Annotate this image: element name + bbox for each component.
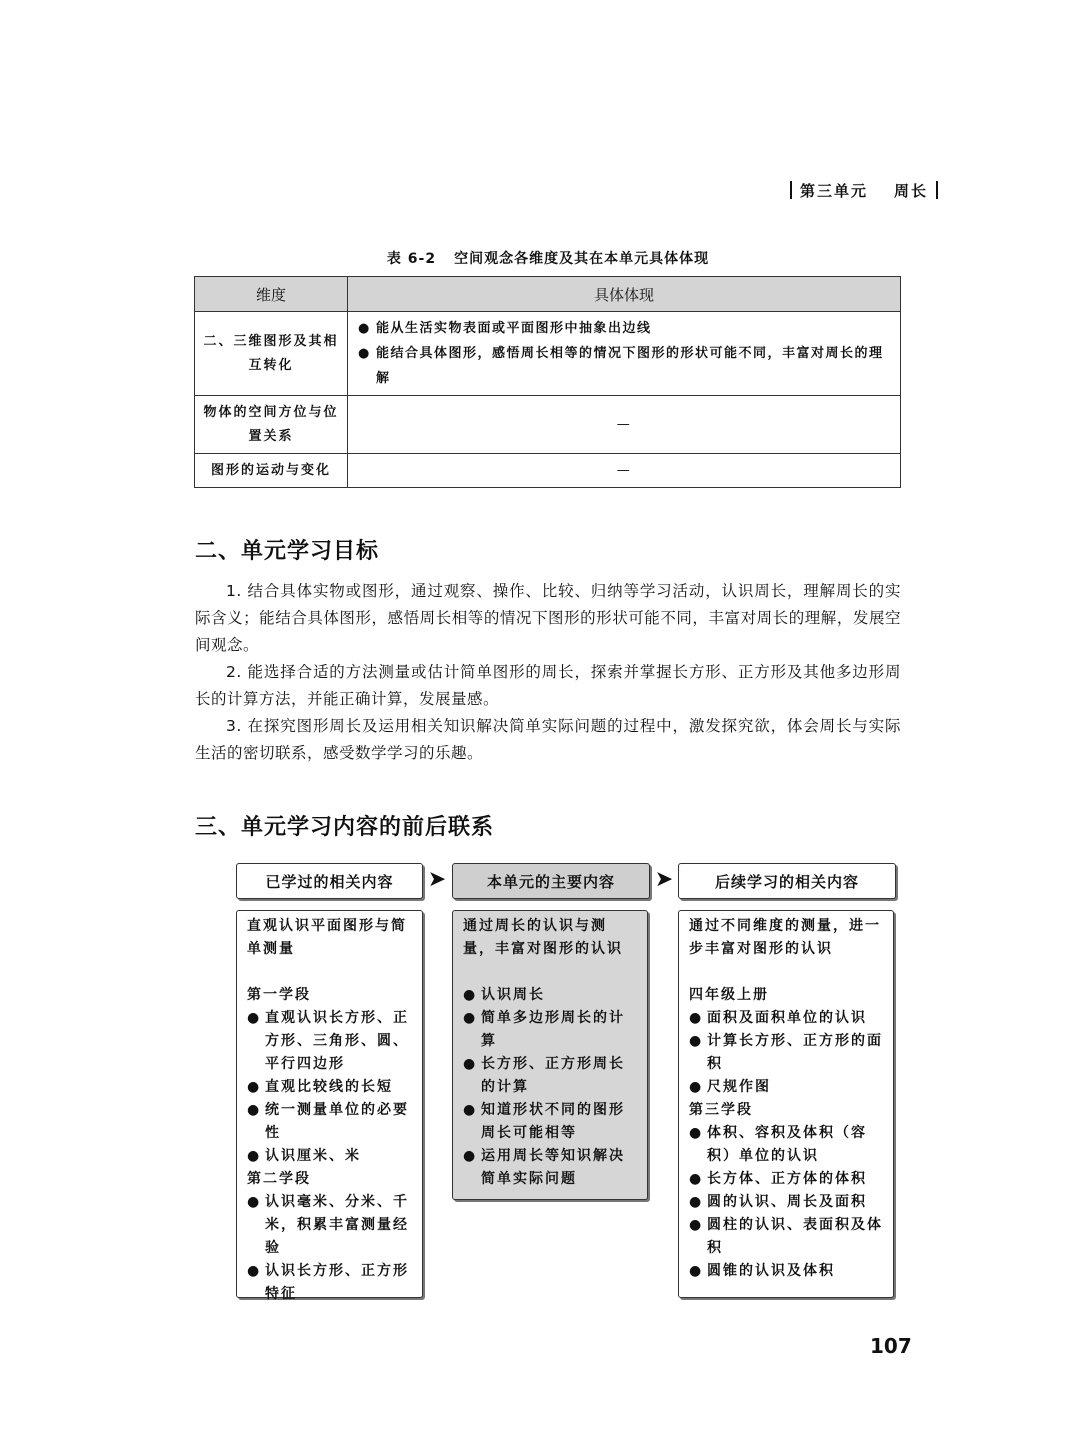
list-item [689, 1007, 883, 1030]
list-item [463, 1053, 637, 1099]
table-caption [195, 248, 901, 268]
stage-label: 四年级上册 [689, 987, 769, 1003]
bullet-icon: ● [689, 1010, 704, 1026]
list-item [689, 1030, 883, 1076]
bullet-icon: ● [247, 1102, 262, 1118]
table-cell-dimension: 物体的空间方位与位置关系 [195, 396, 348, 454]
list-item [247, 1076, 412, 1099]
objective-paragraph: 1. 结合具体实物或图形，通过观察、操作、比较、归纳等学习活动，认识周长，理解周长的实际含义；能结合具体图形，感悟周长相等的情况下图形的形状可能不同，丰富对周长的理解，发展空间观念。 [195, 582, 901, 654]
bullet-icon: ● [689, 1194, 704, 1210]
list-item [247, 1099, 412, 1145]
list-item [689, 1076, 883, 1099]
page-number: 107 [870, 1334, 912, 1358]
item-text: 体积、容积及体积（容积）单位的认识 [707, 1125, 867, 1164]
list-item [689, 1214, 883, 1260]
table-cell-manifestation: — [348, 454, 901, 488]
bullet-icon: ● [689, 1079, 704, 1095]
list-item [463, 1145, 637, 1191]
arrow-right-icon: ➤ [427, 867, 447, 892]
table-header-manifestation: 具体体现 [348, 277, 901, 312]
bullet-icon: ● [689, 1033, 704, 1049]
table-cell-manifestation [348, 312, 901, 396]
box-intro: 通过周长的认识与测量，丰富对图形的认识 [463, 918, 623, 957]
running-header-topic: 周长 [894, 181, 929, 200]
item-text: 简单多边形周长的计算 [481, 1010, 625, 1049]
box-intro: 通过不同维度的测量，进一步丰富对图形的认识 [689, 918, 881, 957]
table-row [195, 396, 901, 454]
bullet-icon: ● [247, 1079, 262, 1095]
bullet-icon: ● [247, 1194, 262, 1210]
list-item [247, 1260, 412, 1306]
item-text: 面积及面积单位的认识 [707, 1010, 867, 1026]
item-text: 长方体、正方体的体积 [707, 1171, 867, 1187]
bullet-icon: ● [247, 1148, 262, 1164]
list-item [689, 1191, 883, 1214]
bullet-icon: ● [689, 1171, 704, 1187]
flow-header-current: 本单元的主要内容 [452, 863, 650, 899]
item-text: 统一测量单位的必要性 [265, 1102, 409, 1141]
bullet-icon: ● [463, 1010, 478, 1026]
table-row [195, 312, 901, 396]
next-content-box [678, 910, 894, 1298]
table-cell-dimension: 二、三维图形及其相互转化 [195, 312, 348, 396]
list-item [358, 341, 890, 391]
stage-label: 第三学段 [689, 1102, 753, 1118]
list-item [463, 984, 637, 1007]
running-header-unit: 第三单元 [800, 181, 869, 200]
bullet-icon: ● [247, 1263, 262, 1279]
section-heading: 三、单元学习内容的前后联系 [195, 815, 495, 840]
list-item [463, 1099, 637, 1145]
objective-paragraph: 2. 能选择合适的方法测量或估计简单图形的周长，探索并掌握长方形、正方形及其他多边形周长的计算方法，并能正确计算，发展量感。 [195, 663, 901, 708]
bullet-icon: ● [689, 1125, 704, 1141]
list-item [247, 1191, 412, 1260]
header-divider-right [936, 181, 938, 199]
table-cell-dimension: 图形的运动与变化 [195, 454, 348, 488]
stage-label: 第一学段 [247, 987, 311, 1003]
bullet-icon: ● [463, 987, 478, 1003]
item-text: 圆柱的认识、表面积及体积 [707, 1217, 883, 1256]
running-header [790, 178, 950, 202]
item-text: 圆的认识、周长及面积 [707, 1194, 867, 1210]
list-item [247, 1007, 412, 1076]
list-item [463, 1007, 637, 1053]
bullet-icon: ● [247, 1010, 262, 1026]
item-text: 能结合具体图形，感悟周长相等的情况下图形的形状可能不同，丰富对周长的理解 [376, 346, 884, 386]
item-text: 知道形状不同的图形周长可能相等 [481, 1102, 625, 1141]
objective-paragraph: 3. 在探究图形周长及运用相关知识解决简单实际问题的过程中，激发探究欲，体会周长与实际生活的密切联系，感受数学学习的乐趣。 [195, 717, 901, 762]
item-text: 直观比较线的长短 [265, 1079, 393, 1095]
list-item [689, 1260, 883, 1283]
table-header-row [195, 277, 901, 312]
table-header-dimension: 维度 [195, 277, 348, 312]
table-caption-text: 空间观念各维度及其在本单元具体体现 [454, 251, 710, 267]
bullet-icon: ● [463, 1102, 478, 1118]
item-text: 尺规作图 [707, 1079, 771, 1095]
item-text: 计算长方形、正方形的面积 [707, 1033, 883, 1072]
item-text: 认识毫米、分米、千米，积累丰富测量经验 [265, 1194, 409, 1256]
bullet-icon: ● [463, 1148, 478, 1164]
bullet-icon: ● [689, 1217, 704, 1233]
header-divider-left [790, 181, 792, 199]
list-item [358, 316, 890, 341]
box-intro: 直观认识平面图形与简单测量 [247, 918, 407, 957]
bullet-icon: ● [463, 1056, 478, 1072]
bullet-icon: ● [358, 321, 371, 336]
table-cell-manifestation: — [348, 396, 901, 454]
list-item [689, 1168, 883, 1191]
current-content-box [452, 910, 648, 1200]
item-text: 认识周长 [481, 987, 545, 1003]
item-text: 运用周长等知识解决简单实际问题 [481, 1148, 625, 1187]
list-item [247, 1145, 412, 1168]
bullet-icon: ● [358, 346, 371, 361]
dimension-table [194, 276, 901, 488]
objectives-body [195, 578, 901, 767]
item-text: 直观认识长方形、正方形、三角形、圆、平行四边形 [265, 1010, 409, 1072]
item-text: 长方形、正方形周长的计算 [481, 1056, 625, 1095]
table-row [195, 454, 901, 488]
section-heading: 二、单元学习目标 [195, 539, 380, 564]
prior-content-box [236, 910, 423, 1302]
item-text: 圆锥的认识及体积 [707, 1263, 835, 1279]
item-text: 能从生活实物表面或平面图形中抽象出边线 [376, 321, 652, 336]
item-text: 认识厘米、米 [265, 1148, 361, 1164]
table-caption-number: 表 6-2 [386, 251, 437, 267]
bullet-icon: ● [689, 1263, 704, 1279]
arrow-right-icon: ➤ [654, 867, 674, 892]
flow-header-prior: 已学过的相关内容 [236, 863, 423, 899]
stage-label: 第二学段 [247, 1171, 311, 1187]
flow-header-next: 后续学习的相关内容 [678, 863, 896, 899]
list-item [689, 1122, 883, 1168]
item-text: 认识长方形、正方形特征 [265, 1263, 409, 1302]
